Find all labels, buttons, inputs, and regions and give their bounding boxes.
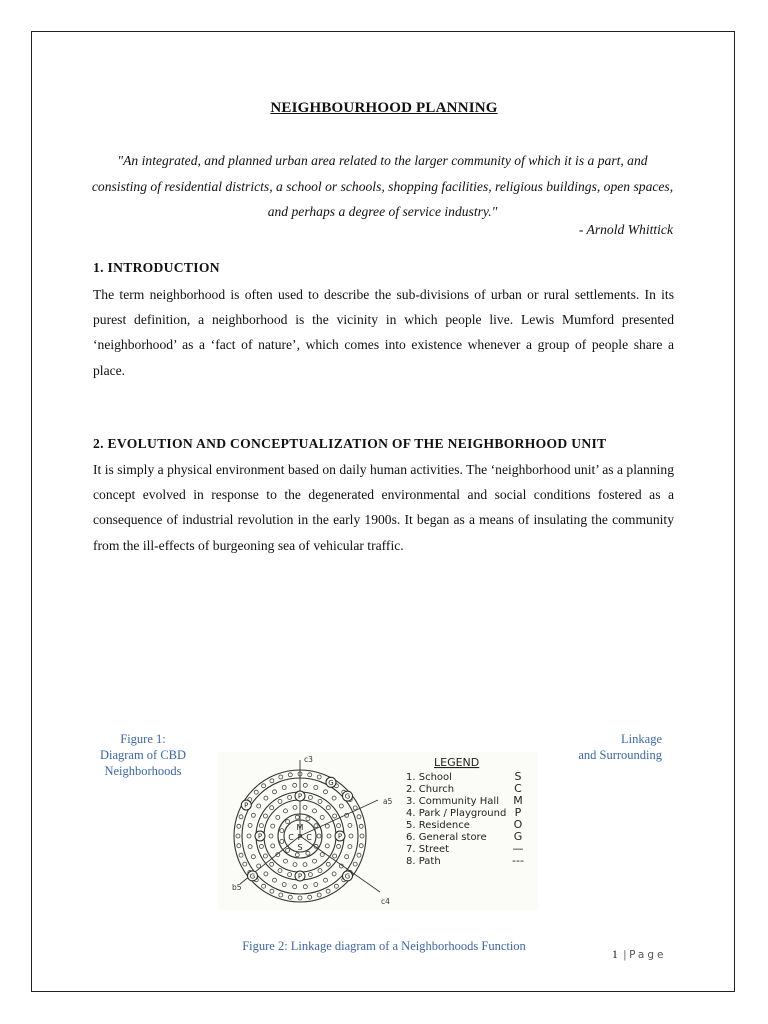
- axis-label-c4: c4: [381, 897, 390, 906]
- figure1-caption-line: and Surrounding: [578, 748, 662, 762]
- center-label: C: [306, 833, 312, 842]
- legend-item-label: 6. General store: [406, 832, 487, 843]
- section-body-introduction: The term neighborhood is often used to describe the sub-divisions of urban or rural settlements. In its purest definition, a neighborhood is the vicinity in which people live. Lewis Mumford presented ‘neighborhood’ as a ‘fact of nature’, which comes into existence whenever a group of people share a place.: [93, 287, 674, 378]
- ring-marker-label: P: [297, 872, 303, 881]
- legend-item-label: 8. Path: [406, 856, 441, 867]
- ring-marker-label: G: [344, 872, 351, 881]
- legend-item-symbol: O: [513, 818, 523, 831]
- figure1-caption-line: Figure 1:: [120, 732, 166, 746]
- center-label: S: [297, 843, 303, 852]
- ring-marker-label: P: [297, 792, 303, 801]
- legend-item-label: 7. Street: [406, 844, 450, 855]
- neighborhood-diagram: [218, 752, 538, 910]
- legend-item-label: 1. School: [406, 772, 452, 783]
- ring-marker-label: P: [257, 832, 263, 841]
- figure1-caption-right: [560, 731, 662, 763]
- legend-item-label: 2. Church: [406, 784, 455, 795]
- figure1-caption-line: Linkage: [621, 732, 662, 746]
- center-label: P: [297, 833, 303, 842]
- section-heading-introduction: 1. INTRODUCTION: [93, 260, 220, 275]
- section-body-evolution: It is simply a physical environment based on daily human activities. The ‘neighborhood unit’ as a planning concept evolved in response to the degenerated environmental and social conditions fostered as a consequence of industrial revolution in the early 1900s. It began as a means of insulating the community from the ill-effects of burgeoning sea of vehicular traffic.: [93, 462, 674, 553]
- page-number: 1: [612, 949, 621, 961]
- legend-item-symbol: ---: [512, 854, 524, 867]
- page-footer: [612, 949, 666, 961]
- legend-item-symbol: C: [514, 782, 522, 795]
- figure1-caption-line: Diagram of CBD: [99, 748, 187, 762]
- legend-item-symbol: M: [513, 794, 523, 807]
- ring-marker-label: G: [328, 778, 334, 787]
- legend-item-label: 3. Community Hall: [406, 796, 499, 807]
- legend-item-symbol: S: [514, 770, 522, 783]
- document-title: NEIGHBOURHOOD PLANNING: [270, 100, 498, 116]
- legend-item-label: 5. Residence: [406, 820, 470, 831]
- epigraph-quote: "An integrated, and planned urban area related to the larger community of which it is a part, and consisting of residential districts, a school or schools, shopping facilities, religious buildings, open spaces, and perhaps a degree of service industry.": [91, 153, 674, 219]
- axis-label-b5: b5: [232, 883, 242, 892]
- legend-item-symbol: —: [512, 842, 524, 855]
- page-separator: |: [623, 949, 627, 961]
- figure-background: [218, 752, 538, 910]
- center-label: M: [296, 823, 304, 832]
- axis-label-a5: a5: [383, 797, 393, 806]
- legend-item-symbol: P: [514, 806, 522, 819]
- figure1-caption-line: Neighborhoods: [104, 764, 182, 778]
- neighborhood-diagram-figure: [218, 752, 538, 910]
- ring-marker-label: P: [244, 801, 249, 810]
- page-word: Page: [629, 949, 667, 961]
- ring-marker-label: P: [337, 832, 343, 841]
- center-label: C: [288, 833, 294, 842]
- quote-author: - Arnold Whittick: [578, 222, 673, 237]
- axis-label-c3: c3: [304, 755, 313, 764]
- ring-marker-label: G: [249, 872, 256, 881]
- figure1-caption-left: [95, 731, 191, 779]
- legend-item-symbol: G: [513, 830, 523, 843]
- legend-title: LEGEND: [434, 756, 480, 769]
- figure2-caption: Figure 2: Linkage diagram of a Neighborhoods Function: [242, 939, 526, 953]
- section-heading-evolution: 2. EVOLUTION AND CONCEPTUALIZATION OF THE NEIGHBORHOOD UNIT: [93, 436, 607, 451]
- legend-item-label: 4. Park / Playground: [406, 808, 507, 819]
- ring-marker-label: G: [344, 792, 351, 801]
